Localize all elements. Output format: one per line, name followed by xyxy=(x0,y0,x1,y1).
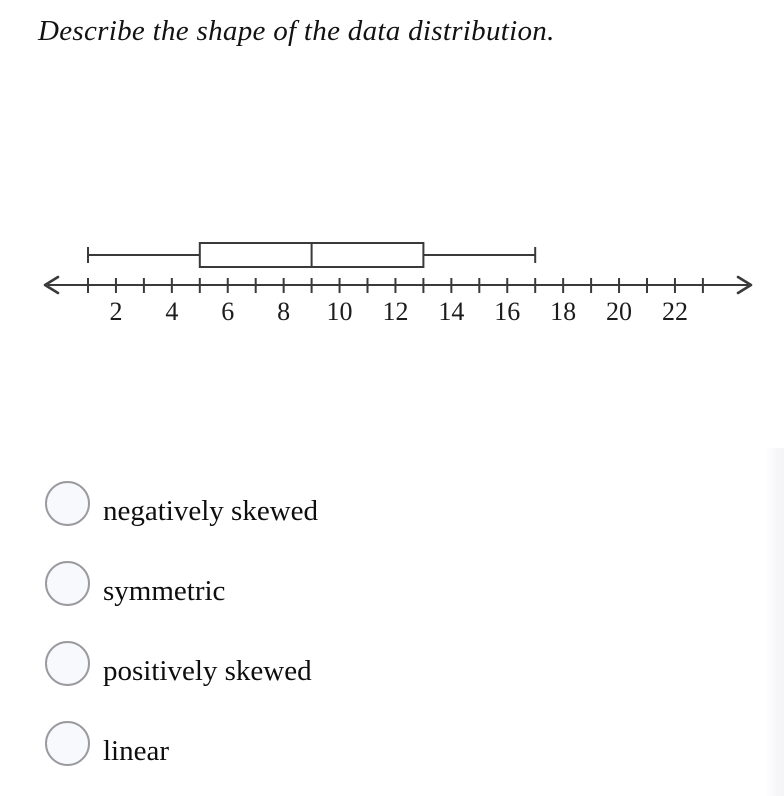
tick-label: 4 xyxy=(165,297,179,326)
question-title: Describe the shape of the data distribution. xyxy=(38,15,555,47)
option-label: symmetric xyxy=(103,575,226,607)
option-row-linear[interactable] xyxy=(45,721,169,768)
tick-label: 16 xyxy=(494,297,521,326)
option-row-symmetric[interactable] xyxy=(45,561,225,608)
tick-label: 10 xyxy=(326,297,353,326)
option-row-negatively-skewed[interactable] xyxy=(45,481,318,528)
radio-positively-skewed[interactable] xyxy=(45,641,90,686)
radio-linear[interactable] xyxy=(45,721,90,766)
tick-label: 22 xyxy=(661,297,688,326)
tick-label: 6 xyxy=(221,297,235,326)
option-label: linear xyxy=(103,735,170,767)
tick-label: 2 xyxy=(109,297,123,326)
tick-label: 12 xyxy=(382,297,409,326)
option-label: negatively skewed xyxy=(103,495,319,527)
tick-label: 14 xyxy=(438,297,465,326)
radio-symmetric[interactable] xyxy=(45,561,90,606)
radio-negatively-skewed[interactable] xyxy=(45,481,90,526)
tick-label: 18 xyxy=(550,297,577,326)
option-label: positively skewed xyxy=(103,655,312,687)
tick-label: 20 xyxy=(606,297,633,326)
option-row-positively-skewed[interactable] xyxy=(45,641,312,688)
tick-label: 8 xyxy=(277,297,291,326)
